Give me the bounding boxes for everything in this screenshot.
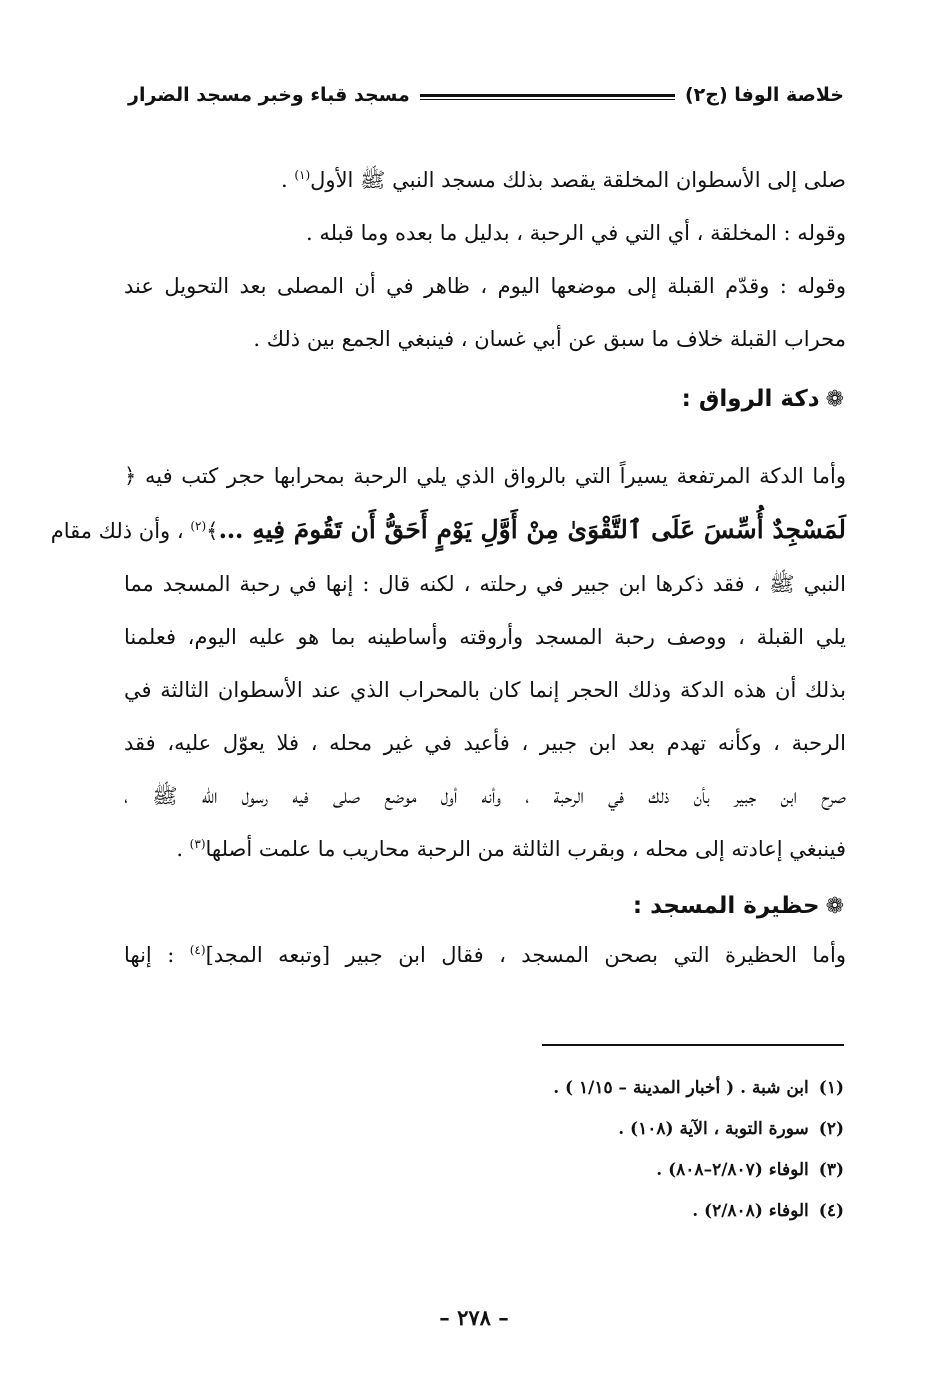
text-line: صرح ابن جبير بأن ذلك في الرحبة ، وأنه أول موضع صلى فيه رسول الله ﷺ ، [124,784,846,808]
footnote-ref: (٣) [189,837,206,851]
flower-ornament-icon: ❁ [825,894,844,919]
text-line: وقوله : وقدّم القبلة إلى موضعها اليوم ، ظاهر في أن المصلى بعد التحويل عند [124,274,846,298]
text-line: صلى إلى الأسطوان المخلقة يقصد بذلك مسجد النبي ﷺ الأول$^{(١)}$ . [280,168,846,192]
paragraph-1 [124,154,846,366]
text-line: بذلك أن هذه الدكة وذلك الحجر إنما كان بالمحراب الذي عند الأسطوان الثالثة في [124,678,846,702]
text-line: وأما الحظيرة التي بصحن المسجد ، فقال ابن جبير [وتبعه المجد]$^{(٤)}$ : إنها [124,943,846,967]
footnote-ref: (٤) [189,943,206,957]
footnote-ref: (١) [294,168,311,182]
text-line: فينبغي إعادته إلى محله ، وبقرب الثالثة من الرحبة محاريب ما علمت أصلها$^{(٣)}$ . [176,837,846,861]
page-number: – ٢٧٨ – [439,1305,509,1330]
header-book-title: خلاصة الوفا (ج٢) [684,84,844,106]
header-rule [420,94,675,97]
heading-text: دكة الرواق : [681,386,820,412]
flower-ornament-icon: ❁ [825,387,844,412]
footnote-item: (٢)سورة التوبة ، الآية (١٠٨) . [618,1119,844,1139]
footnote-separator [542,1044,844,1046]
footnote-item: (١)ابن شبة . ( أخبار المدينة – ١/١٥ ) . [553,1078,844,1098]
section-heading-hazira [633,893,844,919]
text-line: وأما الدكة المرتفعة يسيراً التي بالرواق الذي يلي الرحبة بمحرابها حجر كتب فيه ﴿ [124,464,846,488]
heading-text: حظيرة المسجد : [632,893,820,919]
text-line: لَمَسْجِدٌ أُسِّسَ عَلَى ٱلتَّقْوَىٰ مِنْ أَوَّلِ يَوْمٍ أَحَقُّ أَن تَقُومَ فِيهِ …﴾$^{(٢)}$ ، وأن ذلك مقام [50,515,846,544]
paragraph-3 [124,929,846,982]
footnote-ref: (٢) [190,519,207,533]
text-line: محراب القبلة خلاف ما سبق عن أبي غسان ، فينبغي الجمع بين ذلك . [253,327,846,351]
text-line: الرحبة ، وكأنه تهدم بعد ابن جبير ، فأعيد في غير محله ، فلا يعوّل عليه، فقد [124,731,846,755]
footnote-item: (٣)الوفاء (٢/٨٠٧–٨٠٨) . [656,1160,844,1180]
footnotes [553,1068,844,1232]
header-section-title: مسجد قباء وخبر مسجد الضرار [128,84,410,106]
running-header [128,78,844,112]
text-line: يلي القبلة ، ووصف رحبة المسجد وأروقته وأساطينه بما هو عليه اليوم، فعلمنا [124,625,846,649]
quran-verse: لَمَسْجِدٌ أُسِّسَ عَلَى ٱلتَّقْوَىٰ مِنْ أَوَّلِ يَوْمٍ أَحَقُّ أَن تَقُومَ فِيهِ … [218,515,846,544]
section-heading-dakka [682,386,844,412]
text-line: وقوله : المخلقة ، أي التي في الرحبة ، بدليل ما بعده وما قبله . [305,221,846,245]
footnote-item: (٤)الوفاء (٢/٨٠٨) . [692,1201,844,1221]
paragraph-2 [50,450,846,876]
text-line: النبي ﷺ ، فقد ذكرها ابن جبير في رحلته ، لكنه قال : إنها في رحبة المسجد مما [124,572,846,596]
